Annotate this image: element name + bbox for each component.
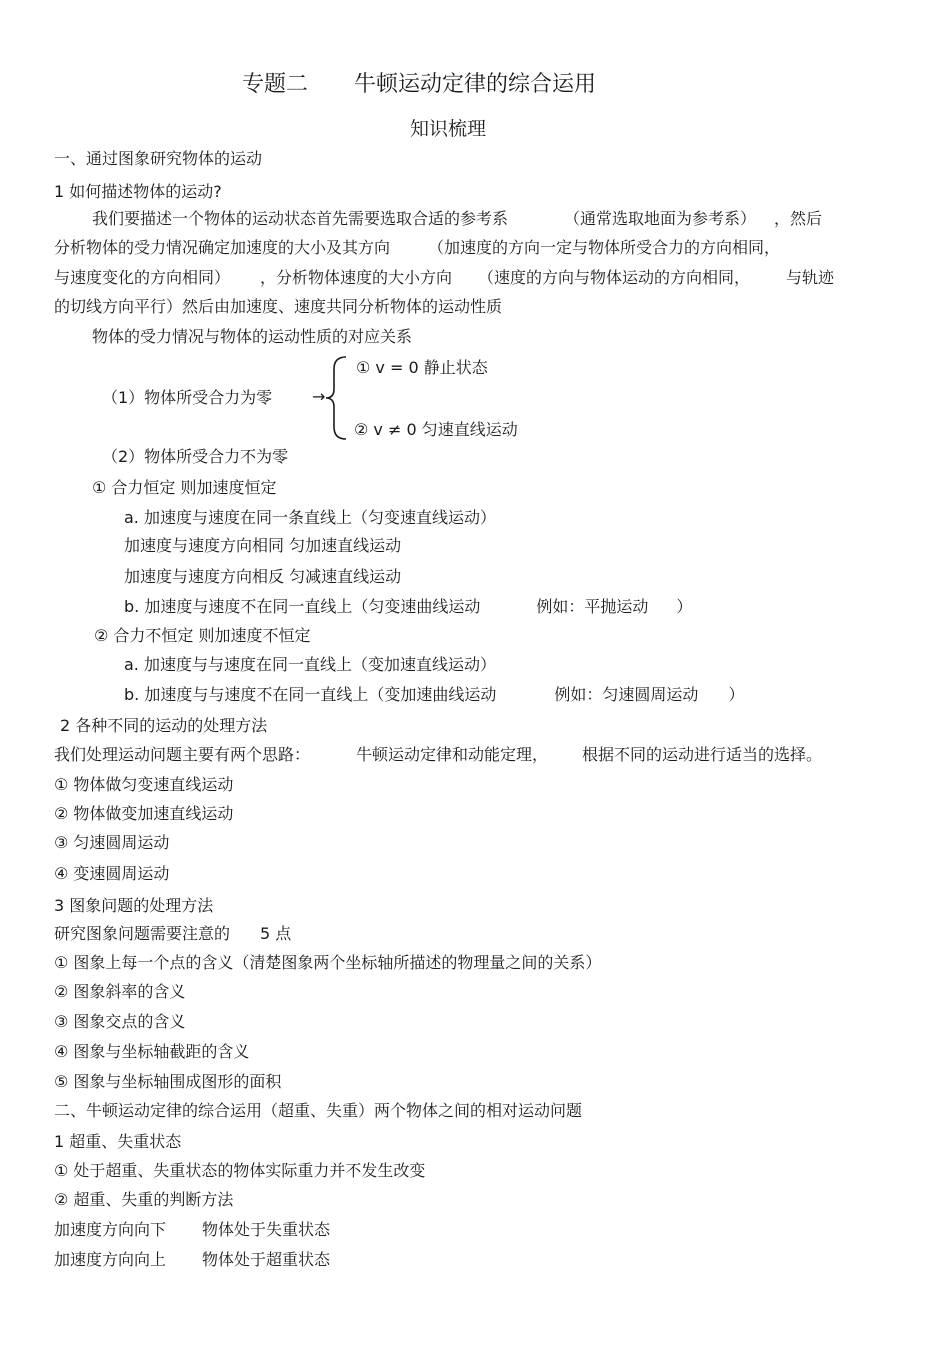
title-part1: 专题二: [242, 72, 309, 97]
list-item: ② 合力不恒定 则加速度不恒定: [94, 626, 311, 645]
paragraph-line: 我们要描述一个物体的运动状态首先需要选取合适的参考系 （通常选取地面为参考系） ，然后: [92, 209, 823, 228]
list-item: ① 处于超重、失重状态的物体实际重力并不发生改变: [54, 1161, 426, 1180]
list-item: a. 加速度与速度在同一条直线上（匀变速直线运动）: [124, 508, 496, 527]
list-item: ⑤ 图象与坐标轴围成图形的面积: [54, 1072, 282, 1091]
paragraph-line: 我们处理运动问题主要有两个思路： 牛顿运动定律和动能定理， 根据不同的运动进行适当的选择。: [54, 745, 823, 764]
list-item: 加速度与速度方向相同 匀加速直线运动: [124, 536, 402, 555]
paragraph-line: 加速度方向向下 物体处于失重状态: [54, 1220, 331, 1239]
list-item: a. 加速度与与速度在同一直线上（变加速直线运动）: [124, 655, 496, 674]
page-title: [242, 74, 596, 96]
question-1: 1 如何描述物体的运动?: [54, 182, 222, 201]
case-1-option-b: ② v ≠ 0 匀速直线运动: [354, 420, 518, 439]
brace-icon: [322, 355, 350, 441]
section-subtitle: 知识梳理: [410, 118, 487, 140]
case-2: （2）物体所受合力不为零: [102, 447, 289, 466]
list-item: ③ 匀速圆周运动: [54, 833, 170, 852]
list-item: ① 物体做匀变速直线运动: [54, 775, 234, 794]
list-item: 加速度与速度方向相反 匀减速直线运动: [124, 567, 402, 586]
paragraph-line: 研究图象问题需要注意的 5 点: [54, 924, 292, 943]
list-item: ② 图象斜率的含义: [54, 982, 186, 1001]
title-part2: 牛顿运动定律的综合运用: [354, 72, 597, 97]
paragraph-line: 的切线方向平行）然后由加速度、速度共同分析物体的运动性质: [54, 297, 503, 316]
section-1-heading: 一、通过图象研究物体的运动: [54, 149, 263, 168]
subsection-heading: 1 超重、失重状态: [54, 1132, 182, 1151]
list-item: ④ 图象与坐标轴截距的含义: [54, 1042, 250, 1061]
question-3: 3 图象问题的处理方法: [54, 896, 214, 915]
relation-heading: 物体的受力情况与物体的运动性质的对应关系: [92, 327, 413, 346]
arrow-icon: →: [312, 387, 326, 406]
case-1-option-a: ① v = 0 静止状态: [356, 358, 488, 377]
question-2: 2 各种不同的运动的处理方法: [60, 716, 268, 735]
list-item: ③ 图象交点的含义: [54, 1012, 186, 1031]
paragraph-line: 与速度变化的方向相同） ，分析物体速度的大小方向 （速度的方向与物体运动的方向相同， 与轨迹: [54, 268, 835, 287]
case-1: （1）物体所受合力为零: [102, 388, 273, 407]
list-item: b. 加速度与与速度不在同一直线上（变加速曲线运动 例如：匀速圆周运动 ）: [124, 685, 745, 704]
list-item: b. 加速度与速度不在同一直线上（匀变速曲线运动 例如：平抛运动 ）: [124, 597, 693, 616]
list-item: ① 合力恒定 则加速度恒定: [92, 478, 277, 497]
list-item: ② 物体做变加速直线运动: [54, 804, 234, 823]
list-item: ① 图象上每一个点的含义（清楚图象两个坐标轴所描述的物理量之间的关系）: [54, 953, 602, 972]
section-2-heading: 二、牛顿运动定律的综合运用（超重、失重）两个物体之间的相对运动问题: [54, 1101, 583, 1120]
list-item: ④ 变速圆周运动: [54, 864, 170, 883]
list-item: ② 超重、失重的判断方法: [54, 1190, 234, 1209]
paragraph-line: 分析物体的受力情况确定加速度的大小及其方向 （加速度的方向一定与物体所受合力的方向相同，: [54, 238, 781, 257]
paragraph-line: 加速度方向向上 物体处于超重状态: [54, 1250, 331, 1269]
